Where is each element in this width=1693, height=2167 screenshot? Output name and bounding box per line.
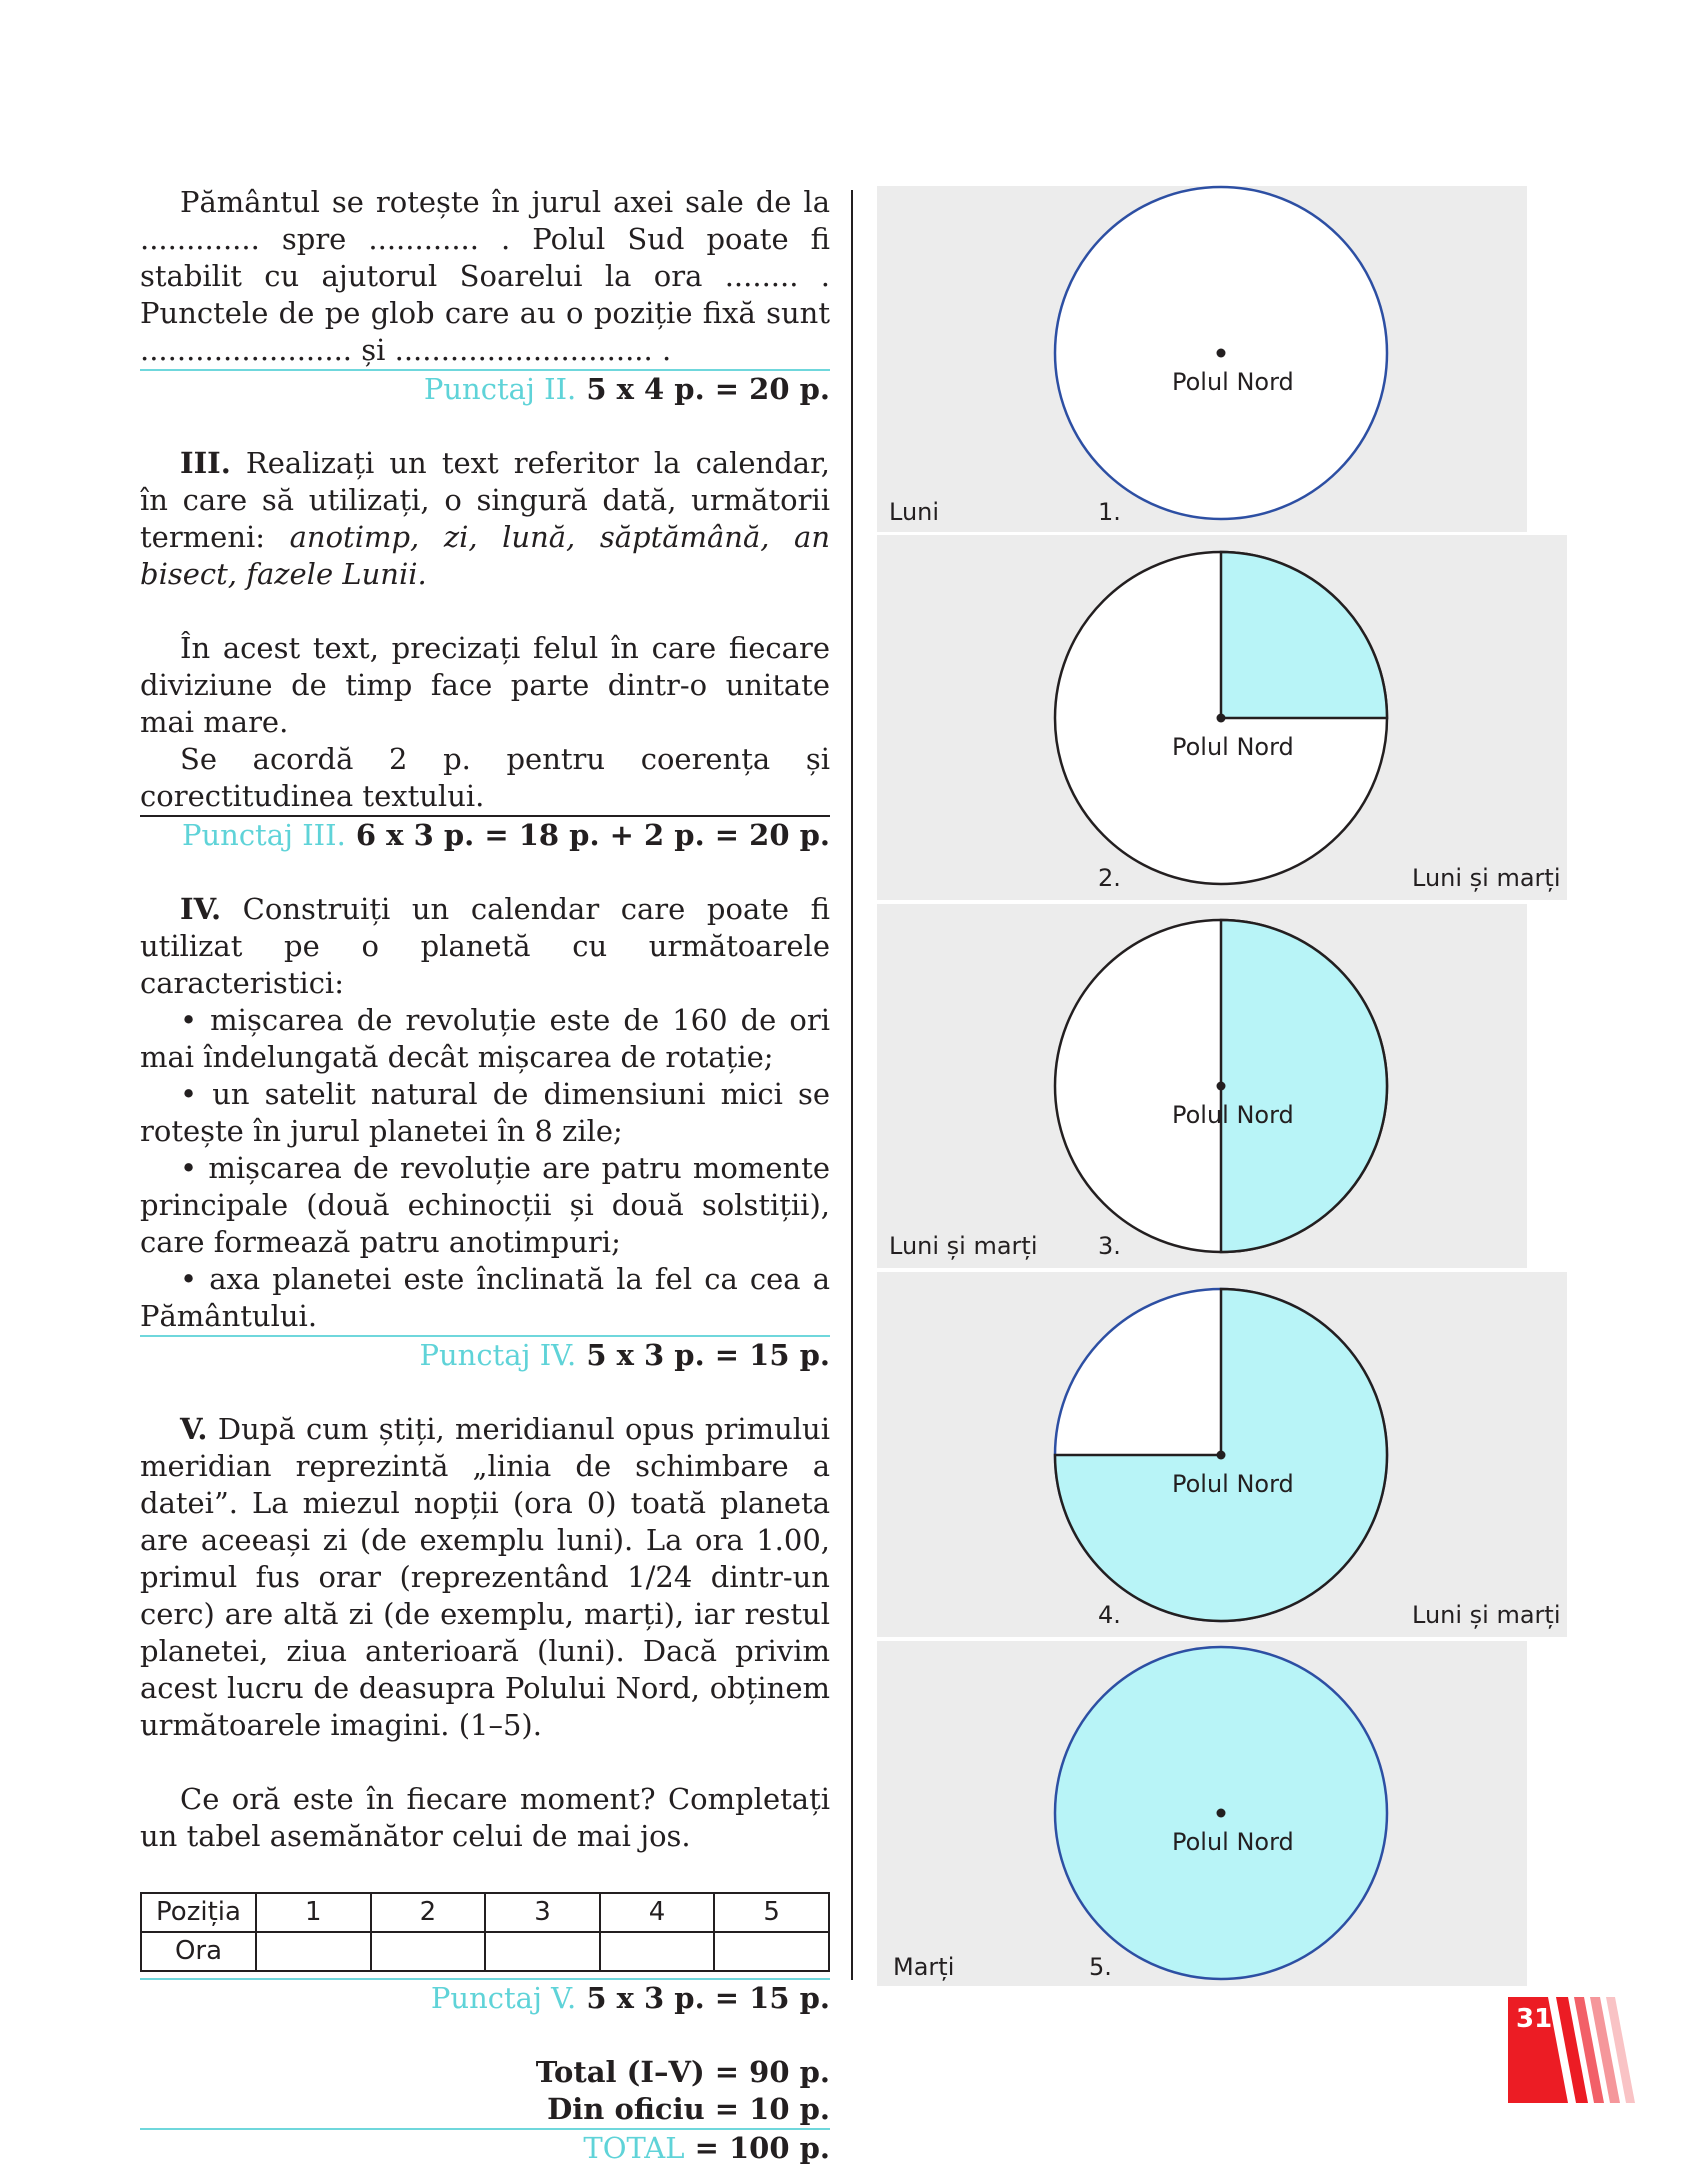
question-text: După cum știți, meridianul opus primului meridian reprezintă „linia de schimbare a datei”. La miezul nopții (ora 0) toată planeta are aceeași zi (de exemplu luni). La ora 1.00, primul fus orar (reprezentând 1/24 dintr-un cerc) are altă zi (de exemplu, marți), iar restul planetei, ziua anterioară (luni). Dacă privim acest lucru de deasupra Polului Nord, obținem următoarele imagini. (1–5). [140, 1412, 830, 1742]
left-column [140, 184, 830, 2167]
score-value: 5 x 4 p. = 20 p. [576, 372, 830, 406]
diagram-panel-2 [877, 535, 1567, 900]
total-label: TOTAL [583, 2131, 685, 2165]
question-v-paragraph: Ce oră este în fiecare moment? Completați un tabel asemănător celui de mai jos. [140, 1782, 830, 1853]
panel-caption: Luni [889, 498, 940, 526]
score-iv [140, 1337, 830, 1374]
table-cell [485, 1932, 600, 1971]
pole-label: Polul Nord [1172, 1101, 1294, 1129]
table-cell: 1 [256, 1893, 371, 1932]
table-row [141, 1932, 829, 1971]
fill-in-paragraph: Pământul se rotește în jurul axei sale de la ............. spre ............ . Polul Sud poate fi stabilit cu ajutorul Soarelui la ora ........ . Punctele de pe glob care au o poziție fixă sunt ....................... și ............................ . [140, 185, 830, 367]
column-divider [851, 190, 853, 1980]
diagram-panel-3 [877, 904, 1527, 1268]
bullet-item: • un satelit natural de dimensiuni mici se rotește în jurul planetei în 8 zile; [140, 1077, 830, 1148]
globe-diagram [877, 535, 1567, 900]
question-number: V. [180, 1412, 208, 1446]
pole-label: Polul Nord [1172, 1470, 1294, 1498]
question-text: Realizați un text referitor la calendar, în care să utilizați, o singură dată, următorii termeni: [140, 446, 830, 554]
panel-caption: Luni și marți [1412, 1601, 1561, 1629]
score-label: Punctaj V. [430, 1981, 577, 2015]
table-row [141, 1893, 829, 1932]
question-iii-paragraph: În acest text, precizați felul în care fiecare diviziune de timp face parte dintr-o unitate mai mare. [140, 631, 830, 739]
bullet-item: • axa planetei este înclinată la fel ca cea a Pământului. [140, 1262, 830, 1333]
diagram-panel-1 [877, 186, 1527, 532]
question-text: Construiți un calendar care poate fi utilizat pe o planetă cu următoarele caracteristici: [140, 892, 830, 1000]
panel-number: 5. [1089, 1953, 1112, 1981]
table-cell [714, 1932, 829, 1971]
globe-diagram [877, 1272, 1567, 1637]
score-label: Punctaj IV. [419, 1338, 577, 1372]
table-cell [600, 1932, 715, 1971]
score-value: 5 x 3 p. = 15 p. [576, 1981, 830, 2015]
pole-label: Polul Nord [1172, 368, 1294, 396]
panel-caption: Luni și marți [889, 1232, 1038, 1260]
question-number: III. [180, 446, 231, 480]
terms-list: anotimp, zi, lună, săptămână, an bisect, fazele Lunii. [140, 520, 831, 591]
table-cell [371, 1932, 486, 1971]
globe-diagram [877, 1641, 1527, 1986]
panel-caption: Luni și marți [1412, 864, 1561, 892]
panel-number: 4. [1098, 1601, 1121, 1629]
question-iii [140, 445, 830, 593]
score-v [140, 1980, 830, 2017]
bullet-item: • mișcarea de revoluție are patru momente principale (două echinocții și două solstiții), care formează patru anotimpuri; [140, 1151, 830, 1259]
globe-diagram [877, 904, 1527, 1268]
bullet-item: • mișcarea de revoluție este de 160 de ori mai îndelungată decât mișcarea de rotație; [140, 1003, 830, 1074]
score-ii [140, 371, 830, 408]
table-cell: Ora [141, 1932, 256, 1971]
panel-number: 1. [1098, 498, 1121, 526]
question-v [140, 1411, 830, 1744]
total-i-v: Total (I–V) = 90 p. [535, 2055, 830, 2089]
table-cell: 2 [371, 1893, 486, 1932]
table-cell: 3 [485, 1893, 600, 1932]
question-iii-note: Se acordă 2 p. pentru coerența și corectitudinea textului. [140, 742, 830, 813]
total-value: = 100 p. [684, 2131, 830, 2165]
panel-number: 2. [1098, 864, 1121, 892]
score-label: Punctaj II. [423, 372, 577, 406]
question-number: IV. [180, 892, 222, 926]
diagram-panel-4 [877, 1272, 1567, 1637]
table-cell: 4 [600, 1893, 715, 1932]
pole-label: Polul Nord [1172, 733, 1294, 761]
score-iii [140, 817, 830, 854]
table-cell [256, 1932, 371, 1971]
question-iv [140, 891, 830, 1002]
score-value: 5 x 3 p. = 15 p. [576, 1338, 830, 1372]
pole-label: Polul Nord [1172, 1828, 1294, 1856]
score-value: 6 x 3 p. = 18 p. + 2 p. = 20 p. [345, 818, 830, 852]
diagram-panel-5 [877, 1641, 1527, 1986]
page-number: 31 [1516, 2004, 1553, 2034]
table-cell: Poziția [141, 1893, 256, 1932]
position-table [140, 1892, 830, 1972]
panel-caption: Marți [893, 1953, 955, 1981]
score-label: Punctaj III. [181, 818, 346, 852]
globe-diagram [877, 186, 1527, 532]
table-cell: 5 [714, 1893, 829, 1932]
panel-number: 3. [1098, 1232, 1121, 1260]
total [140, 2130, 830, 2167]
din-oficiu: Din oficiu = 10 p. [547, 2092, 830, 2126]
